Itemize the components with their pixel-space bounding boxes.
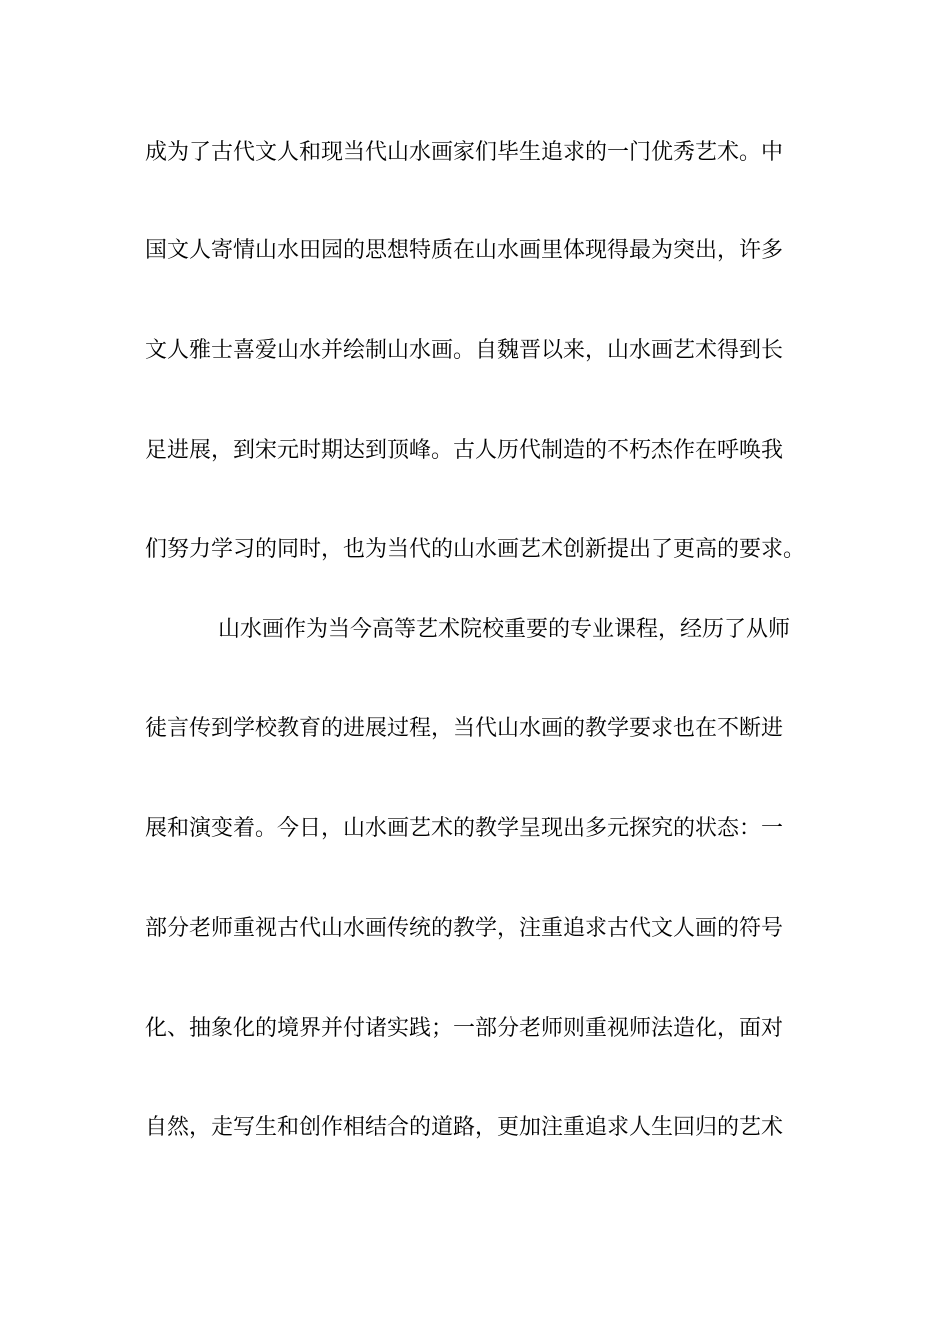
paragraph-line-10: 化、抽象化的境界并付诸实践；一部分老师则重视师法造化，面对 — [145, 1016, 784, 1041]
paragraph-line-1: 成为了古代文人和现当代山水画家们毕生追求的一门优秀艺术。中 — [145, 140, 784, 165]
paragraph-line-8: 展和演变着。今日，山水画艺术的教学呈现出多元探究的状态：一 — [145, 816, 784, 841]
paragraph-line-3: 文人雅士喜爱山水并绘制山水画。自魏晋以来，山水画艺术得到长 — [145, 338, 784, 363]
paragraph-line-6: 山水画作为当今高等艺术院校重要的专业课程，经历了从师 — [218, 617, 791, 642]
paragraph-line-9: 部分老师重视古代山水画传统的教学，注重追求古代文人画的符号 — [145, 916, 784, 941]
paragraph-line-11: 自然，走写生和创作相结合的道路，更加注重追求人生回归的艺术 — [145, 1115, 784, 1140]
paragraph-line-2: 国文人寄情山水田园的思想特质在山水画里体现得最为突出，许多 — [145, 238, 784, 263]
paragraph-line-5: 们努力学习的同时，也为当代的山水画艺术创新提出了更高的要求。 — [145, 537, 806, 562]
paragraph-line-4: 足进展，到宋元时期达到顶峰。古人历代制造的不朽杰作在呼唤我 — [145, 438, 784, 463]
paragraph-line-7: 徒言传到学校教育的进展过程，当代山水画的教学要求也在不断进 — [145, 716, 784, 741]
